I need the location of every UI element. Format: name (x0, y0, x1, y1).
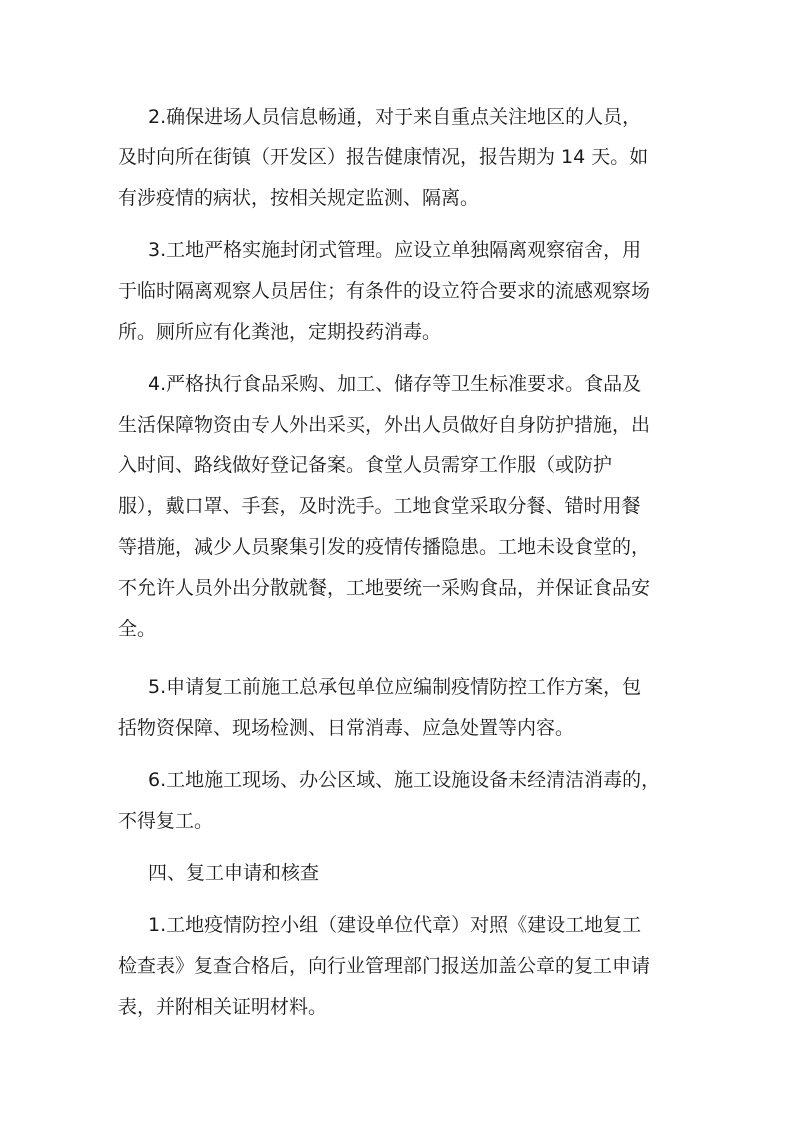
text-line: 1.工地疫情防控小组（建设单位代章）对照《建设工地复工 (148, 914, 642, 936)
text-line: 及时向所在街镇（开发区）报告健康情况，报告期为 14 天。如 (118, 146, 649, 168)
text-line: 检查表》复查合格后，向行业管理部门报送加盖公章的复工申请 (118, 955, 651, 977)
section-heading-text: 四、复工申请和核查 (148, 862, 320, 884)
text-line: 入时间、路线做好登记备案。食堂人员需穿工作服（或防护 (118, 454, 613, 476)
text-line: 所。厕所应有化粪池，定期投药消毒。 (118, 321, 442, 343)
text-line: 不得复工。 (118, 810, 214, 832)
text-line: 括物资保障、现场检测、日常消毒、应急处置等内容。 (118, 717, 575, 739)
text-line: 6.工地施工现场、办公区域、施工设施设备未经清洁消毒的， (148, 769, 661, 791)
text-line: 表，并附相关证明材料。 (118, 996, 328, 1018)
text-line: 2.确保进场人员信息畅通，对于来自重点关注地区的人员， (148, 106, 642, 128)
text-line: 全。 (118, 618, 157, 640)
text-line: 4.严格执行食品采购、加工、储存等卫生标准要求。食品及 (148, 373, 642, 395)
text-line: 有涉疫情的病状，按相关规定监测、隔离。 (118, 187, 480, 209)
text-line: 5.申请复工前施工总承包单位应编制疫情防控工作方案，包 (148, 676, 642, 698)
text-line: 生活保障物资由专人外出采买，外出人员做好自身防护措施，出 (118, 414, 651, 436)
text-line: 不允许人员外出分散就餐，工地要统一采购食品，并保证食品安 (118, 577, 651, 599)
text-line: 等措施，减少人员聚集引发的疫情传播隐患。工地未设食堂的， (118, 536, 651, 558)
text-line: 服），戴口罩、手套，及时洗手。工地食堂采取分餐、错时用餐 (118, 495, 641, 517)
text-line: 3.工地严格实施封闭式管理。应设立单独隔离观察宿舍，用 (148, 239, 642, 261)
text-line: 于临时隔离观察人员居住；有条件的设立符合要求的流感观察场 (118, 280, 651, 302)
